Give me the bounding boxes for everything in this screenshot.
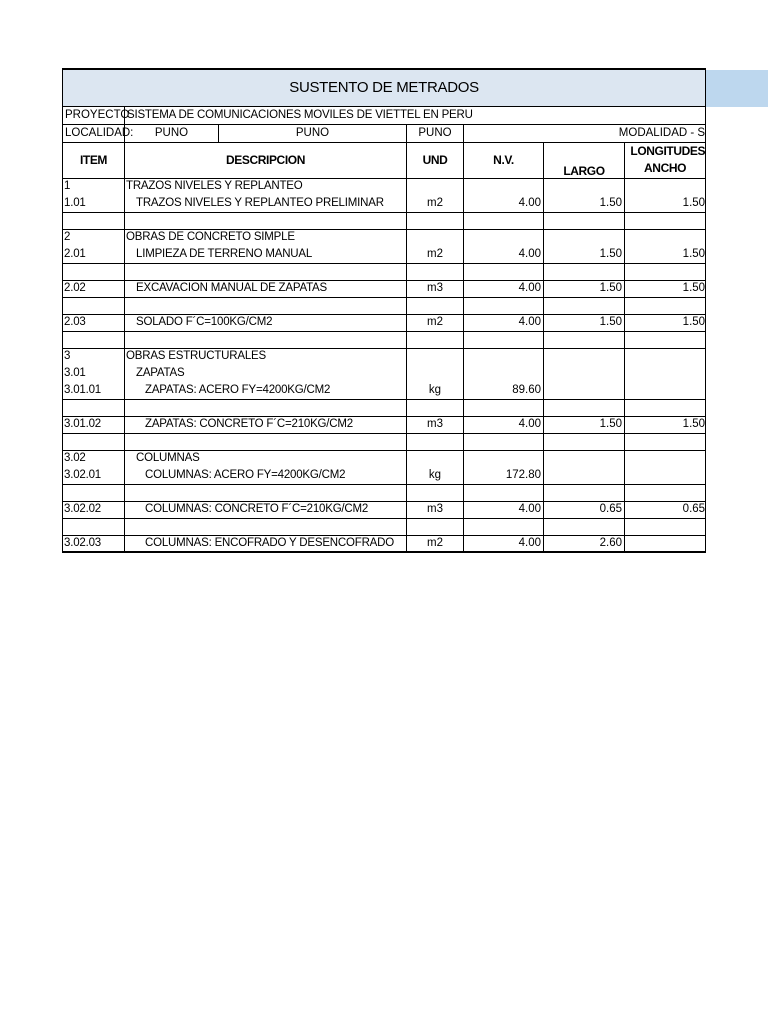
item-cell: 3.02.01 xyxy=(63,467,125,484)
largo-cell: 1.50 xyxy=(544,416,625,433)
header-ancho: ANCHO xyxy=(625,160,706,178)
nv-cell xyxy=(464,212,544,229)
ancho-cell xyxy=(625,331,706,348)
nv-cell: 4.00 xyxy=(464,416,544,433)
und-cell xyxy=(407,433,464,450)
header-item: ITEM xyxy=(63,142,125,178)
localidad-values-cell xyxy=(125,124,407,142)
und-cell xyxy=(407,484,464,501)
largo-cell: 0.65 xyxy=(544,501,625,518)
ancho-cell xyxy=(625,518,706,535)
item-cell: 3.02.03 xyxy=(63,535,125,552)
nv-cell xyxy=(464,484,544,501)
table-row xyxy=(63,212,706,229)
descripcion-cell xyxy=(125,484,407,501)
table-row xyxy=(63,297,706,314)
nv-cell: 172.80 xyxy=(464,467,544,484)
item-cell: 2.03 xyxy=(63,314,125,331)
nv-cell: 4.00 xyxy=(464,501,544,518)
modalidad-label: MODALIDAD - S xyxy=(464,124,706,142)
descripcion-cell xyxy=(125,433,407,450)
header-und: UND xyxy=(407,142,464,178)
largo-cell xyxy=(544,399,625,416)
nv-cell xyxy=(464,365,544,382)
und-cell xyxy=(407,399,464,416)
header-accent-bar xyxy=(705,70,768,107)
und-cell: m2 xyxy=(407,314,464,331)
table-row xyxy=(63,365,706,382)
table-row xyxy=(63,467,706,484)
project-row xyxy=(63,106,706,124)
ancho-cell xyxy=(625,348,706,365)
item-cell: 3 xyxy=(63,348,125,365)
item-cell: 3.01.01 xyxy=(63,382,125,399)
nv-cell: 4.00 xyxy=(464,280,544,297)
descripcion-cell: SOLADO F´C=100KG/CM2 xyxy=(125,314,407,331)
largo-cell: 1.50 xyxy=(544,314,625,331)
descripcion-cell xyxy=(125,212,407,229)
und-cell: m3 xyxy=(407,416,464,433)
largo-cell xyxy=(544,450,625,467)
largo-cell xyxy=(544,263,625,280)
table-row xyxy=(63,348,706,365)
und-cell xyxy=(407,518,464,535)
item-cell xyxy=(63,297,125,314)
largo-cell xyxy=(544,433,625,450)
item-cell: 3.01 xyxy=(63,365,125,382)
und-cell: m2 xyxy=(407,535,464,552)
localidad-value-3: PUNO xyxy=(407,124,464,142)
largo-cell xyxy=(544,212,625,229)
item-cell: 1 xyxy=(63,178,125,195)
item-cell: 3.02 xyxy=(63,450,125,467)
localidad-row xyxy=(63,124,706,142)
header-nv: N.V. xyxy=(464,142,544,178)
nv-cell xyxy=(464,331,544,348)
descripcion-cell xyxy=(125,263,407,280)
ancho-cell xyxy=(625,467,706,484)
largo-cell: 1.50 xyxy=(544,280,625,297)
ancho-cell xyxy=(625,263,706,280)
localidad-value-2: PUNO xyxy=(295,126,330,139)
ancho-cell xyxy=(625,535,706,552)
item-cell: 2 xyxy=(63,229,125,246)
nv-cell xyxy=(464,229,544,246)
table-row xyxy=(63,382,706,399)
header-descripcion: DESCRIPCION xyxy=(125,142,407,178)
proyecto-label: PROYECTO xyxy=(63,106,125,124)
table-row xyxy=(63,331,706,348)
localidad-value-1: PUNO xyxy=(125,125,219,142)
nv-cell: 4.00 xyxy=(464,314,544,331)
ancho-cell xyxy=(625,484,706,501)
ancho-cell: 0.65 xyxy=(625,501,706,518)
nv-cell: 4.00 xyxy=(464,246,544,263)
header-largo: LARGO xyxy=(544,160,625,178)
nv-cell xyxy=(464,450,544,467)
descripcion-cell: TRAZOS NIVELES Y REPLANTEO PRELIMINAR xyxy=(125,195,407,212)
nv-cell xyxy=(464,178,544,195)
item-cell: 2.02 xyxy=(63,280,125,297)
largo-cell xyxy=(544,178,625,195)
descripcion-cell xyxy=(125,331,407,348)
table-row xyxy=(63,178,706,195)
descripcion-cell: ZAPATAS: CONCRETO F´C=210KG/CM2 xyxy=(125,416,407,433)
descripcion-cell: COLUMNAS: CONCRETO F´C=210KG/CM2 xyxy=(125,501,407,518)
und-cell xyxy=(407,331,464,348)
metrados-table xyxy=(62,68,706,553)
ancho-cell xyxy=(625,178,706,195)
und-cell xyxy=(407,365,464,382)
nv-cell xyxy=(464,348,544,365)
und-cell: m2 xyxy=(407,246,464,263)
descripcion-cell: OBRAS ESTRUCTURALES xyxy=(125,348,407,365)
und-cell xyxy=(407,178,464,195)
table-row xyxy=(63,450,706,467)
ancho-cell xyxy=(625,399,706,416)
und-cell: m2 xyxy=(407,195,464,212)
header-largo-spacer xyxy=(544,142,625,160)
descripcion-cell: COLUMNAS xyxy=(125,450,407,467)
und-cell: kg xyxy=(407,467,464,484)
descripcion-cell: ZAPATAS xyxy=(125,365,407,382)
nv-cell xyxy=(464,518,544,535)
largo-cell: 2.60 xyxy=(544,535,625,552)
table-row xyxy=(63,518,706,535)
table-row xyxy=(63,263,706,280)
descripcion-cell: COLUMNAS: ENCOFRADO Y DESENCOFRADO xyxy=(125,535,407,552)
item-cell: 3.02.02 xyxy=(63,501,125,518)
nv-cell xyxy=(464,263,544,280)
nv-cell: 89.60 xyxy=(464,382,544,399)
item-cell xyxy=(63,212,125,229)
item-cell: 2.01 xyxy=(63,246,125,263)
und-cell xyxy=(407,450,464,467)
nv-cell xyxy=(464,297,544,314)
und-cell xyxy=(407,212,464,229)
und-cell xyxy=(407,229,464,246)
descripcion-cell: OBRAS DE CONCRETO SIMPLE xyxy=(125,229,407,246)
table-row xyxy=(63,399,706,416)
header-longitudes: LONGITUDES xyxy=(625,142,706,160)
largo-cell: 1.50 xyxy=(544,195,625,212)
und-cell xyxy=(407,348,464,365)
ancho-cell xyxy=(625,450,706,467)
table-row xyxy=(63,280,706,297)
table-row xyxy=(63,433,706,450)
ancho-cell: 1.50 xyxy=(625,314,706,331)
metrados-sheet xyxy=(62,68,705,553)
und-cell: m3 xyxy=(407,280,464,297)
descripcion-cell: LIMPIEZA DE TERRENO MANUAL xyxy=(125,246,407,263)
table-row xyxy=(63,484,706,501)
nv-cell: 4.00 xyxy=(464,195,544,212)
ancho-cell: 1.50 xyxy=(625,280,706,297)
table-row xyxy=(63,195,706,212)
descripcion-cell xyxy=(125,297,407,314)
ancho-cell: 1.50 xyxy=(625,246,706,263)
table-row xyxy=(63,501,706,518)
und-cell: m3 xyxy=(407,501,464,518)
item-cell xyxy=(63,484,125,501)
descripcion-cell: TRAZOS NIVELES Y REPLANTEO xyxy=(125,178,407,195)
table-row xyxy=(63,535,706,552)
ancho-cell xyxy=(625,433,706,450)
ancho-cell: 1.50 xyxy=(625,416,706,433)
ancho-cell xyxy=(625,382,706,399)
largo-cell xyxy=(544,297,625,314)
descripcion-cell xyxy=(125,399,407,416)
table-row xyxy=(63,314,706,331)
descripcion-cell: EXCAVACION MANUAL DE ZAPATAS xyxy=(125,280,407,297)
item-cell: 3.01.02 xyxy=(63,416,125,433)
nv-cell: 4.00 xyxy=(464,535,544,552)
descripcion-cell: ZAPATAS: ACERO FY=4200KG/CM2 xyxy=(125,382,407,399)
und-cell xyxy=(407,297,464,314)
item-cell xyxy=(63,263,125,280)
und-cell: kg xyxy=(407,382,464,399)
largo-cell: 1.50 xyxy=(544,246,625,263)
proyecto-value: SISTEMA DE COMUNICACIONES MOVILES DE VIETTEL EN PERU xyxy=(125,106,706,124)
header-row-top xyxy=(63,142,706,160)
largo-cell xyxy=(544,365,625,382)
item-cell xyxy=(63,331,125,348)
largo-cell xyxy=(544,348,625,365)
item-cell xyxy=(63,518,125,535)
und-cell xyxy=(407,263,464,280)
table-row xyxy=(63,416,706,433)
ancho-cell xyxy=(625,365,706,382)
largo-cell xyxy=(544,518,625,535)
item-cell xyxy=(63,433,125,450)
descripcion-cell: COLUMNAS: ACERO FY=4200KG/CM2 xyxy=(125,467,407,484)
descripcion-cell xyxy=(125,518,407,535)
item-cell xyxy=(63,399,125,416)
largo-cell xyxy=(544,382,625,399)
sheet-title: SUSTENTO DE METRADOS xyxy=(63,69,706,106)
localidad-label: LOCALIDAD: xyxy=(63,124,125,142)
table-row xyxy=(63,229,706,246)
largo-cell xyxy=(544,331,625,348)
nv-cell xyxy=(464,399,544,416)
largo-cell xyxy=(544,484,625,501)
ancho-cell xyxy=(625,229,706,246)
nv-cell xyxy=(464,433,544,450)
largo-cell xyxy=(544,229,625,246)
ancho-cell xyxy=(625,212,706,229)
item-cell: 1.01 xyxy=(63,195,125,212)
table-row xyxy=(63,246,706,263)
largo-cell xyxy=(544,467,625,484)
ancho-cell: 1.50 xyxy=(625,195,706,212)
ancho-cell xyxy=(625,297,706,314)
